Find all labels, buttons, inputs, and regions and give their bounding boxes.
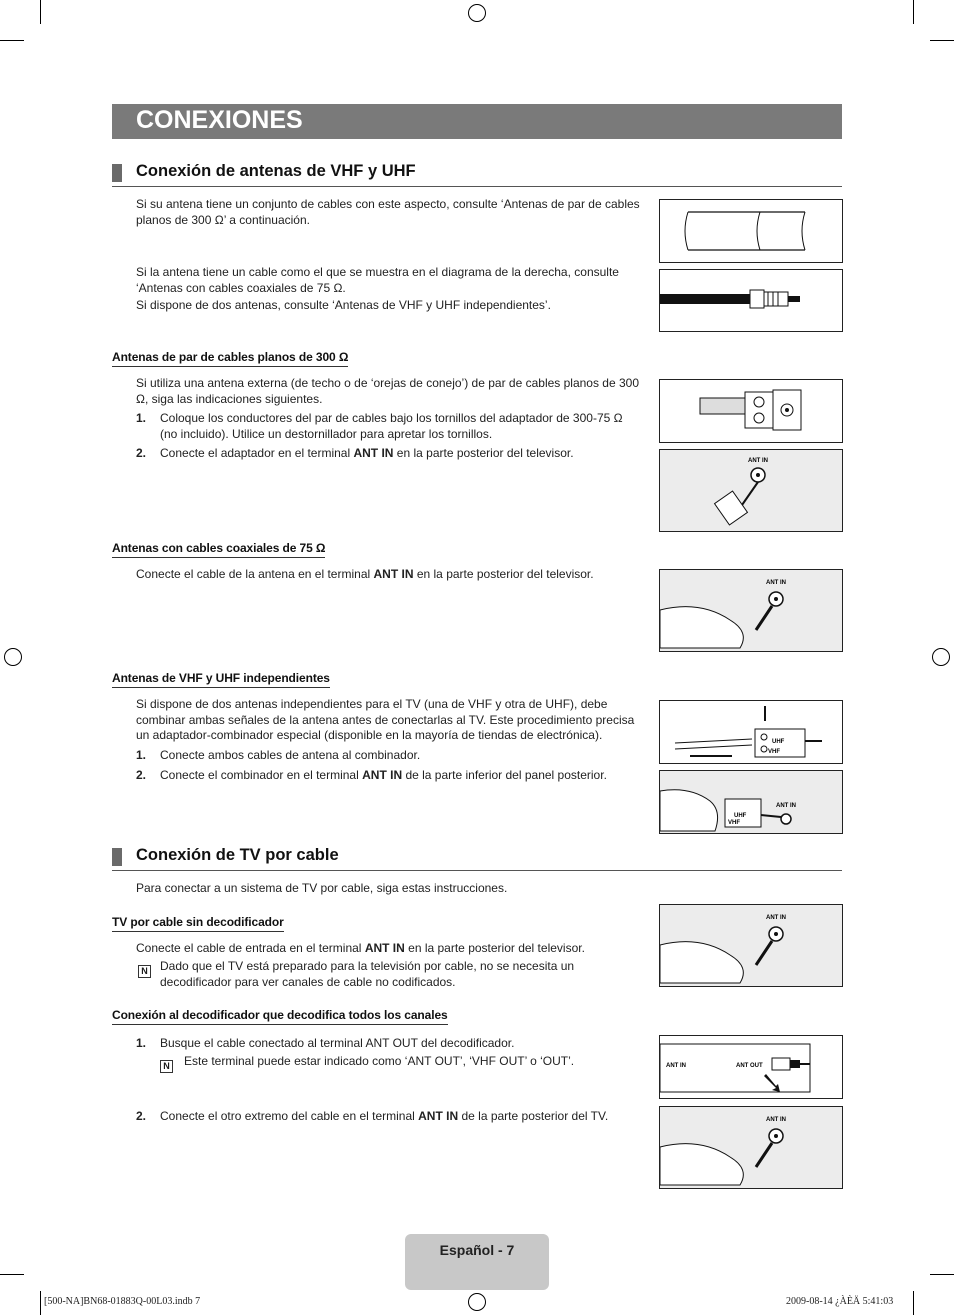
paragraph: Conecte el cable de la antena en el terminal ANT IN en la parte posterior del televisor. — [136, 567, 594, 581]
ant-in-label: ANT IN — [666, 1063, 686, 1069]
step-text: Conecte ambos cables de antena al combinador. — [160, 748, 421, 762]
heading-bar — [112, 848, 122, 866]
note-icon: N — [160, 1056, 173, 1074]
ant-in-adapter-figure — [659, 449, 843, 532]
subsection-title: Antenas de VHF y UHF independientes — [112, 671, 330, 688]
step-number: 2. — [136, 1109, 147, 1123]
decoder-figure — [659, 1035, 843, 1099]
ant-in-label: ANT IN — [766, 1117, 786, 1123]
coaxial-cable-figure — [659, 269, 843, 332]
heading-bar — [112, 164, 122, 182]
adapter-figure — [659, 379, 843, 443]
ant-in-label: ANT IN — [748, 458, 768, 464]
twin-lead-cable-figure — [659, 199, 843, 263]
section-heading-antennas — [112, 162, 842, 187]
paragraph: Si dispone de dos antenas, consulte ‘Antenas de VHF y UHF independientes’. — [136, 298, 551, 312]
step-text: Conecte el otro extremo del cable en el terminal ANT IN de la parte posterior del TV. — [160, 1109, 609, 1123]
combiner-ant-in-figure — [659, 770, 843, 834]
file-info: [500-NA]BN68-01883Q-00L03.indb 7 — [44, 1296, 201, 1307]
vhf-label: VHF — [768, 749, 780, 755]
subsection-title: Conexión al decodificador que decodifica todos los canales — [112, 1008, 448, 1025]
ant-in-label: ANT IN — [766, 915, 786, 921]
paragraph: Si su antena tiene un conjunto de cables con este aspecto, consulte ‘Antenas de par de cables planos de 300 Ω’ a continuación. — [136, 197, 640, 227]
decoder-ant-in-figure — [659, 1106, 843, 1189]
step-text: Coloque los conductores del par de cables bajo los tornillos del adaptador de 300-75 Ω (no incluido). Utilice un destornillador para apretar los tornillos. — [160, 411, 623, 441]
vhf-label: VHF — [728, 820, 740, 826]
page-title: CONEXIONES — [136, 106, 303, 134]
paragraph: Si la antena tiene un cable como el que se muestra en el diagrama de la derecha, consulte ‘Antenas con cables coaxiales de 75 Ω. — [136, 265, 619, 295]
registration-mark-icon — [4, 648, 22, 666]
page-number: Español - 7 — [439, 1242, 515, 1258]
paragraph: Si dispone de dos antenas independientes para el TV (una de VHF y otra de UHF), debe combinar ambas señales de la antena antes de conectarlas al TV. Este procedimiento precisa un adaptador-combinador especial (disponible en la mayoría de tiendas de electrónica). — [136, 697, 635, 742]
registration-mark-icon — [468, 1293, 486, 1311]
section-heading-cable-tv — [112, 846, 842, 871]
section-title: Conexión de antenas de VHF y UHF — [136, 162, 416, 180]
cable-ant-in-figure — [659, 904, 843, 987]
paragraph: Si utiliza una antena externa (de techo o de ‘orejas de conejo’) de par de cables planos de 300 Ω, siga las indicaciones siguientes. — [136, 376, 640, 406]
registration-mark-icon — [468, 4, 486, 22]
note-text: Este terminal puede estar indicado como ‘ANT OUT’, ‘VHF OUT’ o ‘OUT’. — [184, 1054, 575, 1068]
date-info: 2009-08-14 ¿ÀÈÄ 5:41:03 — [786, 1296, 894, 1307]
note-icon: N — [138, 961, 151, 979]
paragraph: Conecte el cable de entrada en el terminal ANT IN en la parte posterior del televisor. — [136, 941, 585, 955]
step-number: 1. — [136, 748, 147, 762]
uhf-label: UHF — [772, 739, 785, 745]
page-number-tab — [405, 1234, 549, 1290]
step-number: 2. — [136, 768, 147, 782]
subsection-title: TV por cable sin decodificador — [112, 915, 284, 932]
step-text: Busque el cable conectado al terminal ANT OUT del decodificador. — [160, 1036, 515, 1050]
registration-mark-icon — [932, 648, 950, 666]
combiner-figure — [659, 700, 843, 764]
uhf-label: UHF — [734, 813, 747, 819]
ant-in-label: ANT IN — [766, 580, 786, 586]
page-banner — [112, 104, 842, 139]
ant-out-label: ANT OUT — [736, 1063, 763, 1069]
ant-in-label: ANT IN — [776, 803, 796, 809]
step-number: 2. — [136, 446, 147, 460]
subsection-title: Antenas con cables coaxiales de 75 Ω — [112, 541, 325, 558]
paragraph: Para conectar a un sistema de TV por cable, siga estas instrucciones. — [136, 881, 508, 895]
coax-ant-in-figure — [659, 569, 843, 652]
step-text: Conecte el adaptador en el terminal ANT IN en la parte posterior del televisor. — [160, 446, 574, 460]
step-number: 1. — [136, 411, 147, 425]
section-title: Conexión de TV por cable — [136, 846, 339, 864]
step-text: Conecte el combinador en el terminal ANT IN de la parte inferior del panel posterior. — [160, 768, 607, 782]
subsection-title: Antenas de par de cables planos de 300 Ω — [112, 350, 348, 367]
note-text: Dado que el TV está preparado para la televisión por cable, no se necesita un decodificador para ver canales de cable no codificados. — [160, 959, 575, 989]
step-number: 1. — [136, 1036, 147, 1050]
